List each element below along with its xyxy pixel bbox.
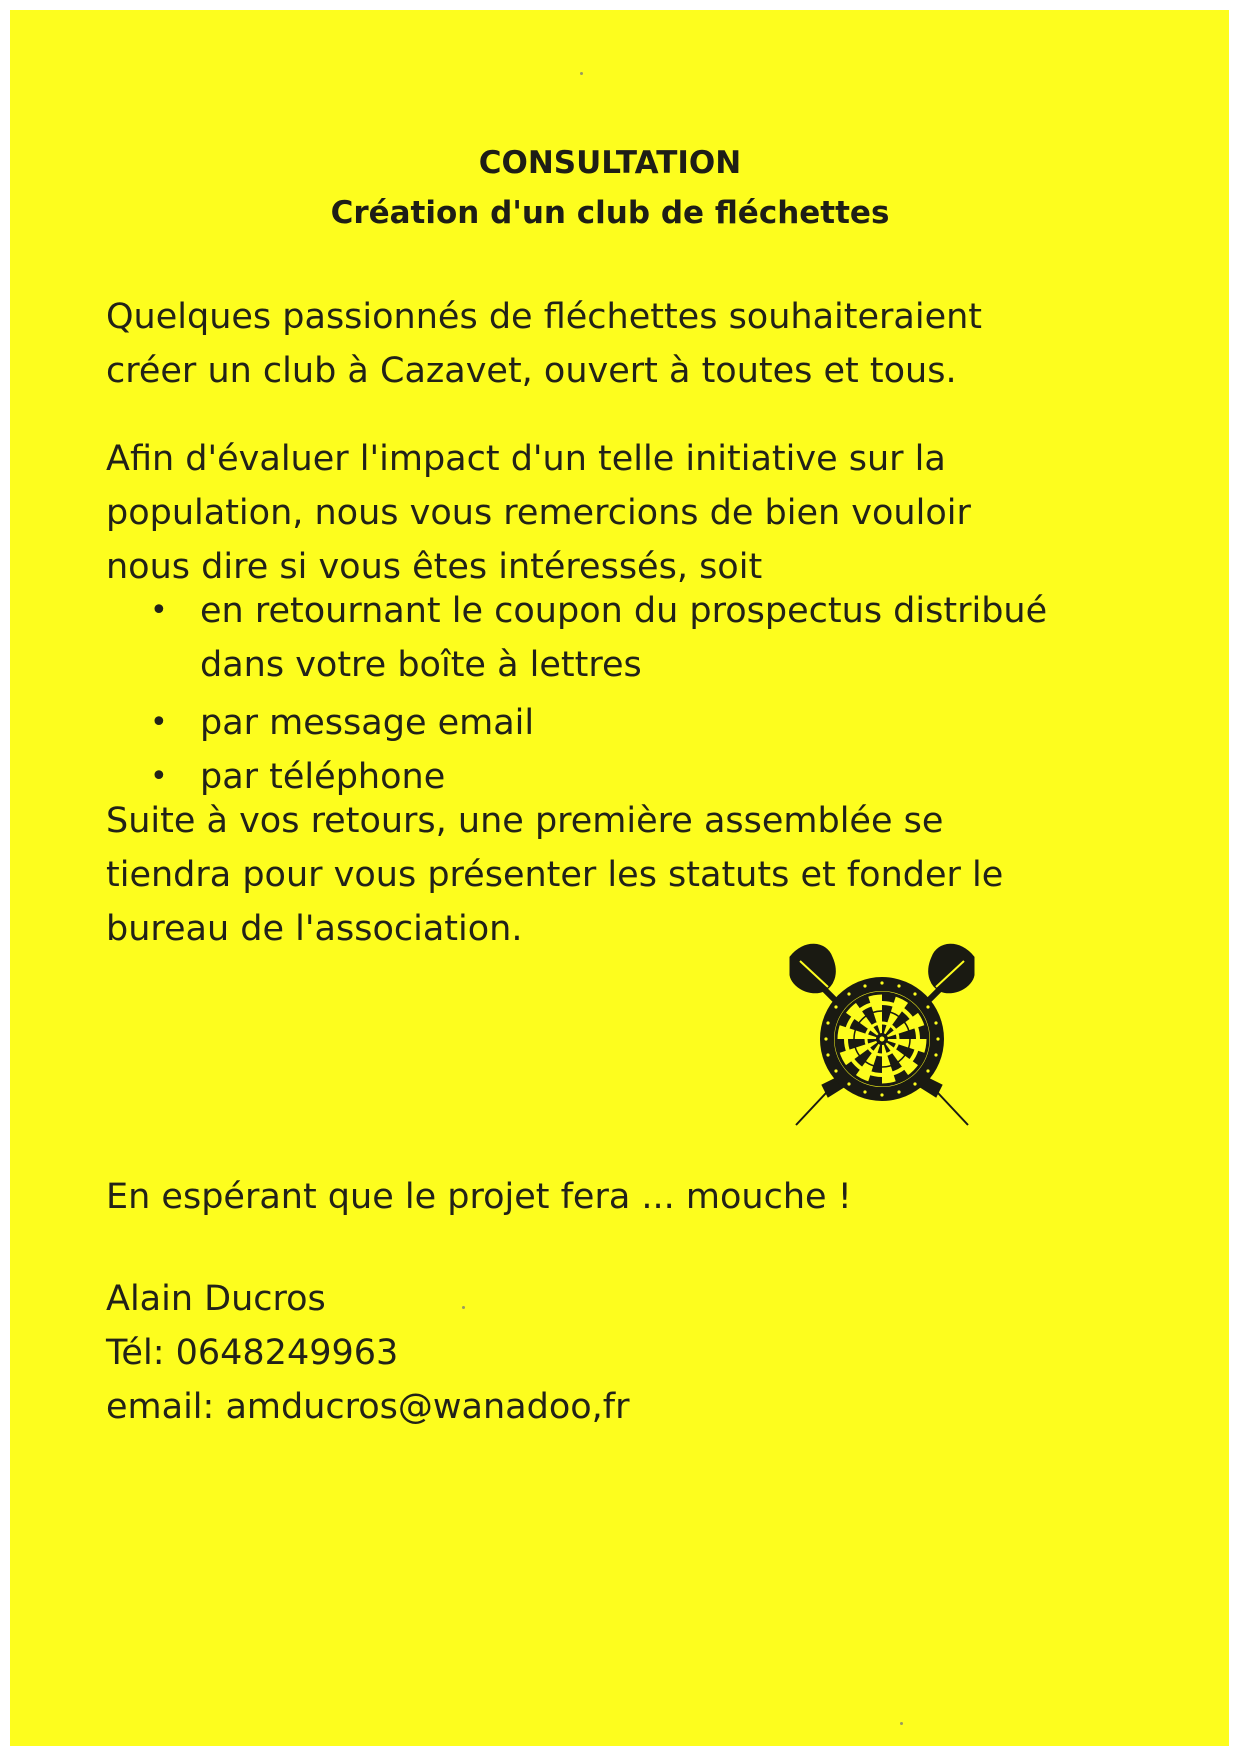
text-line: en retournant le coupon du prospectus distribué	[200, 591, 1048, 631]
paper-speck	[900, 1722, 903, 1725]
signature-email: email: amducros@wanadoo,fr	[106, 1387, 630, 1427]
followup-paragraph	[106, 794, 1003, 956]
bullet-icon: •	[150, 593, 168, 628]
text-line: Suite à vos retours, une première assemblée se	[106, 801, 944, 841]
signature-name: Alain Ducros	[106, 1279, 326, 1319]
intro-paragraph	[106, 290, 982, 398]
text-line: par message email	[200, 703, 535, 743]
text-line: dans votre boîte à lettres	[200, 645, 642, 685]
list-item	[150, 696, 1047, 750]
bullet-icon: •	[150, 759, 168, 794]
paper-speck	[580, 72, 583, 75]
text-line: créer un club à Cazavet, ouvert à toutes et tous.	[106, 351, 957, 391]
closing-line: En espérant que le projet fera ... mouche !	[106, 1177, 852, 1217]
paper-speck	[462, 1306, 465, 1309]
list-item	[150, 584, 1047, 692]
text-line: par téléphone	[200, 757, 446, 797]
response-options-list	[150, 584, 1047, 804]
text-line: nous dire si vous êtes intéressés, soit	[106, 547, 763, 587]
request-paragraph	[106, 432, 971, 594]
text-line: population, nous vous remercions de bien vouloir	[106, 493, 971, 533]
signature-block	[106, 1272, 629, 1434]
text-line: Afin d'évaluer l'impact d'un telle initiative sur la	[106, 439, 946, 479]
text-line: bureau de l'association.	[106, 909, 523, 949]
flyer-sheet	[10, 10, 1229, 1746]
bullet-icon: •	[150, 705, 168, 740]
page-subtitle: Création d'un club de fléchettes	[330, 195, 890, 231]
title-block	[10, 138, 1210, 238]
text-line: Quelques passionnés de fléchettes souhaiteraient	[106, 297, 983, 337]
page-title: CONSULTATION	[478, 145, 742, 181]
dartboard-with-crossed-darts-icon	[782, 935, 982, 1150]
signature-phone: Tél: 0648249963	[106, 1333, 399, 1373]
text-line: tiendra pour vous présenter les statuts et fonder le	[106, 855, 1004, 895]
